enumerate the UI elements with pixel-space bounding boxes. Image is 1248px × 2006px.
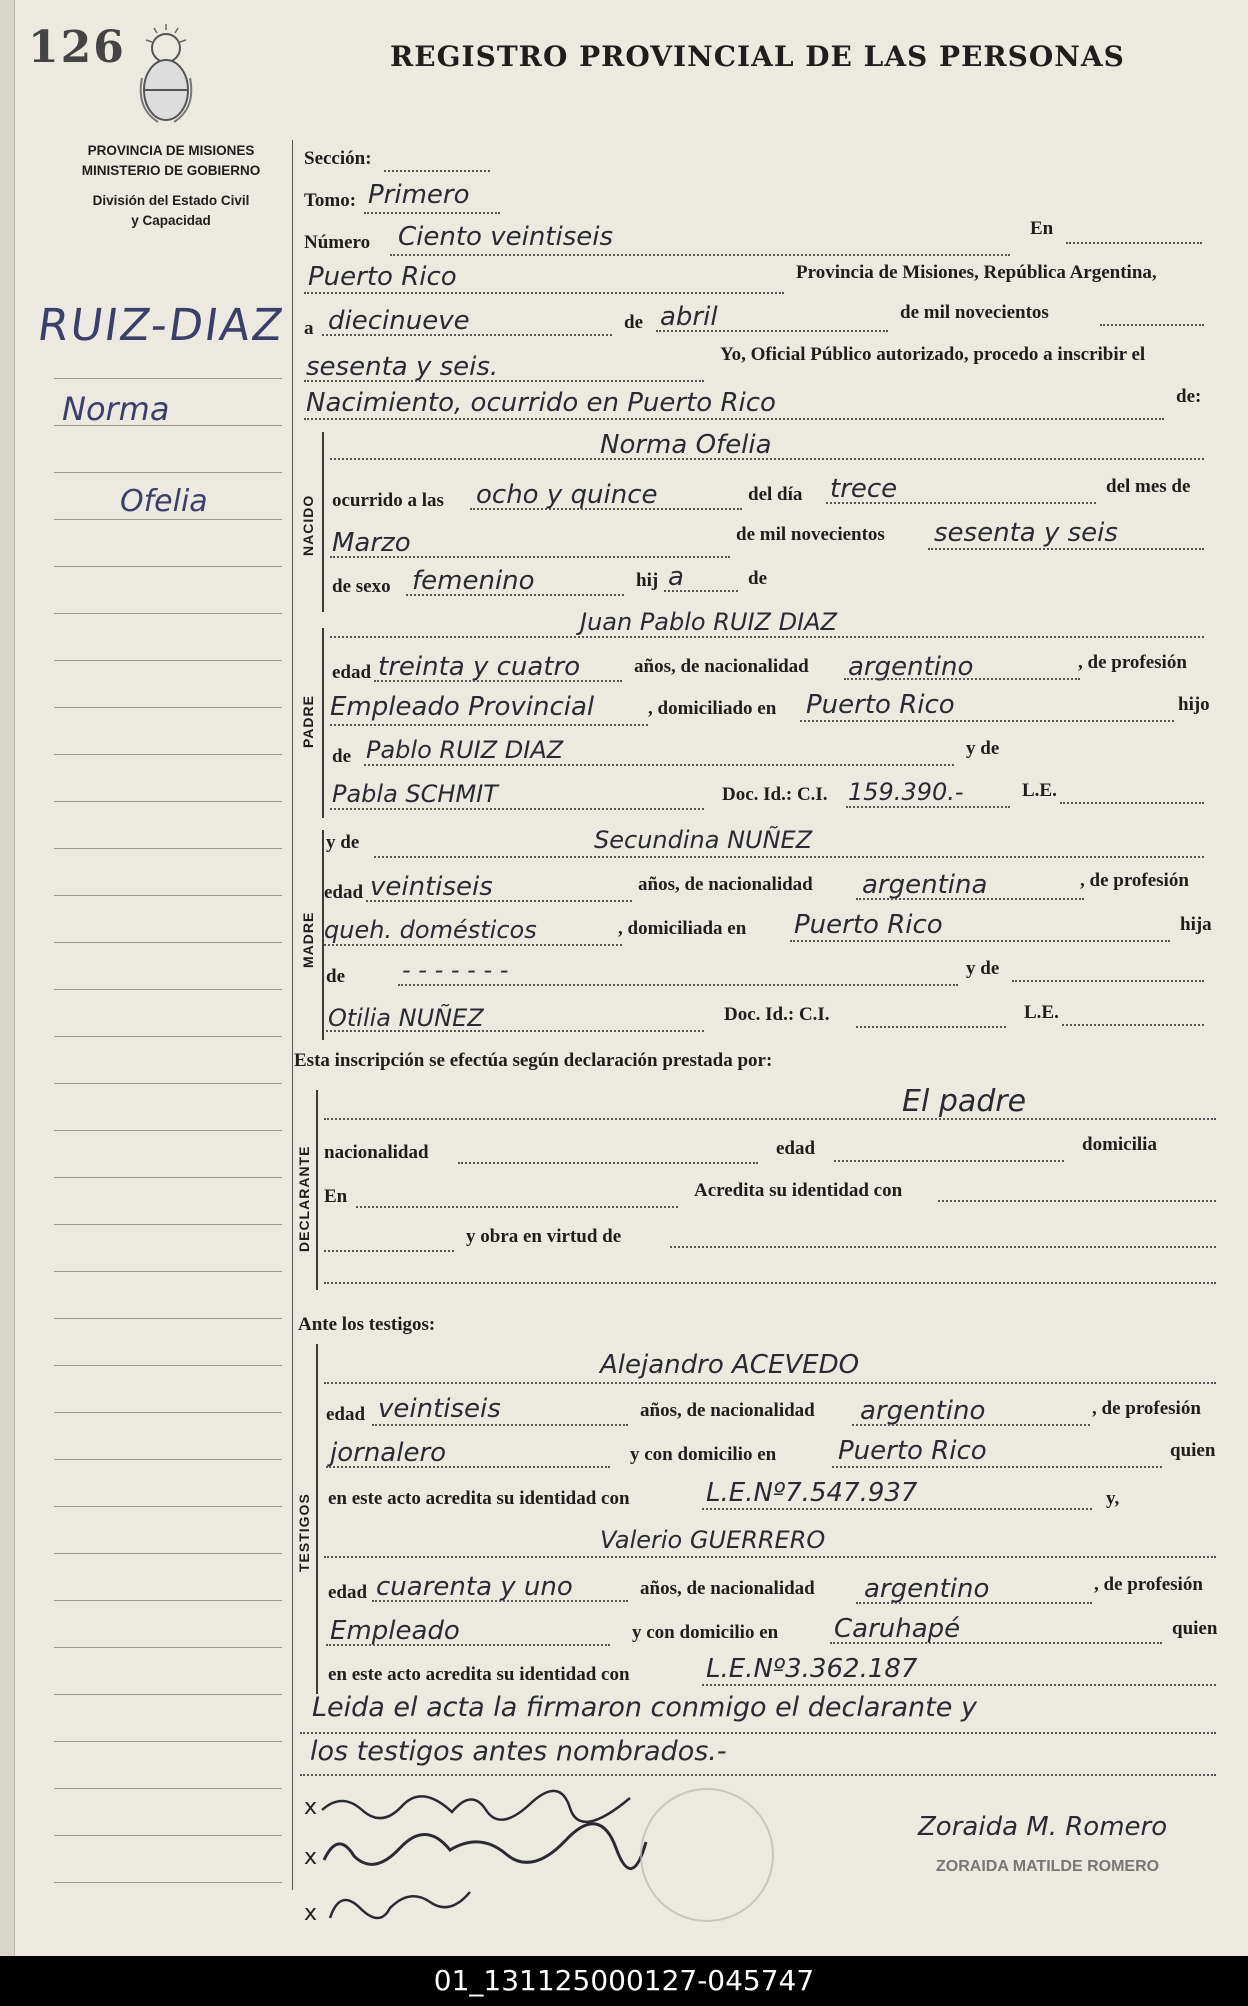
- value-testigo1-prof: jornalero: [330, 1438, 447, 1468]
- value-hij-suffix: a: [668, 562, 684, 592]
- institution-line: y Capacidad: [131, 213, 211, 228]
- value-testigo2-edad: cuarenta y uno: [376, 1572, 573, 1602]
- field-line: [366, 900, 632, 902]
- label-con-domicilio-t1: y con domicilio en: [630, 1444, 777, 1465]
- field-line: [1012, 980, 1204, 982]
- value-testigo2-dom: Caruhapé: [834, 1614, 961, 1644]
- label-y-de-madre: y de: [326, 832, 360, 853]
- value-anio: sesenta y seis: [934, 518, 1118, 548]
- field-line: [324, 944, 622, 946]
- label-y-de: y de: [966, 738, 1000, 759]
- label-del-mes: del mes de: [1106, 476, 1191, 497]
- value-testigo2-prof: Empleado: [330, 1616, 460, 1646]
- label-nacionalidad: nacionalidad: [324, 1142, 429, 1163]
- field-line: [1100, 324, 1204, 326]
- field-line: [374, 856, 1204, 858]
- value-nacido-nombre: Norma Ofelia: [600, 430, 772, 460]
- label-side-nacido: NACIDO: [300, 494, 316, 556]
- sidebar-first-name: Norma: [62, 390, 170, 428]
- label-doc-ci-madre: Doc. Id.: C.I.: [724, 1004, 830, 1025]
- field-line: [856, 1026, 1006, 1028]
- section-bar-testigos: [316, 1344, 318, 1694]
- svg-text:x: x: [304, 1845, 318, 1870]
- label-y-de-m: y de: [966, 958, 1000, 979]
- label-de-sexo: de sexo: [332, 576, 391, 597]
- document-title: REGISTRO PROVINCIAL DE LAS PERSONAS: [390, 40, 1125, 73]
- label-anos-nac-madre: años, de nacionalidad: [638, 874, 813, 895]
- sidebar-surname: RUIZ-DIAZ: [34, 300, 288, 351]
- official-stamp-name: ZORAIDA MATILDE ROMERO: [936, 1858, 1160, 1875]
- label-y-comma: y,: [1106, 1488, 1120, 1509]
- label-ante-testigos: Ante los testigos:: [298, 1314, 436, 1335]
- field-line: [300, 1774, 1216, 1776]
- label-declaracion: Esta inscripción se efectúa según declaración prestada por:: [294, 1050, 773, 1071]
- closing-line-2: los testigos antes nombrados.-: [310, 1736, 727, 1767]
- label-domicilia: domicilia: [1082, 1134, 1157, 1155]
- label-en: En: [1030, 218, 1054, 239]
- section-bar-nacido: [322, 432, 324, 612]
- field-line: [856, 1602, 1092, 1604]
- value-declarante: El padre: [902, 1084, 1027, 1119]
- field-line: [304, 418, 1164, 420]
- value-testigo2-doc: L.E.Nº3.362.187: [706, 1654, 918, 1684]
- field-line: [928, 548, 1204, 550]
- label-side-madre: MADRE: [300, 911, 316, 968]
- label-hija: hija: [1180, 914, 1212, 935]
- official-signature: Zoraida M. Romero: [918, 1812, 1168, 1842]
- label-doc-ci: Doc. Id.: C.I.: [722, 784, 828, 805]
- label-le: L.E.: [1022, 780, 1057, 801]
- field-line: [834, 1160, 1064, 1162]
- svg-text:x: x: [304, 1901, 318, 1926]
- label-de-m: de: [326, 966, 345, 987]
- value-tomo: Primero: [368, 180, 470, 210]
- value-madre-dom: Puerto Rico: [794, 910, 943, 940]
- field-line: [324, 1556, 1216, 1558]
- value-mes: Marzo: [332, 528, 411, 558]
- field-line: [304, 292, 784, 294]
- label-de-profesion-t1: , de profesión: [1092, 1398, 1201, 1419]
- field-line: [832, 1466, 1162, 1468]
- field-line: [364, 764, 954, 766]
- value-anio-inscripcion: sesenta y seis.: [306, 352, 499, 382]
- field-line: [1062, 1024, 1204, 1026]
- field-line: [852, 1424, 1090, 1426]
- field-line: [356, 1206, 678, 1208]
- field-line: [326, 1644, 610, 1646]
- label-domiciliado: , domiciliado en: [648, 698, 777, 719]
- field-line: [398, 984, 958, 986]
- label-de-mil-2: de mil novecientos: [736, 524, 885, 545]
- label-edad: edad: [332, 662, 372, 683]
- value-dia-inscripcion: diecinueve: [328, 306, 470, 336]
- value-testigo1-nac: argentino: [860, 1396, 986, 1426]
- field-line: [664, 590, 738, 592]
- field-line: [846, 806, 1010, 808]
- field-line: [372, 1600, 628, 1602]
- label-hijo: hijo: [1178, 694, 1210, 715]
- label-quien-t2: quien: [1172, 1618, 1218, 1639]
- value-sexo: femenino: [412, 566, 535, 596]
- field-line: [324, 1118, 1216, 1120]
- field-line: [322, 334, 612, 336]
- label-de-profesion: , de profesión: [1078, 652, 1187, 673]
- official-stamp-icon: [640, 1788, 774, 1922]
- field-line: [374, 680, 622, 682]
- field-line: [324, 1250, 454, 1252]
- field-line: [330, 458, 1204, 460]
- value-padre-dom: Puerto Rico: [806, 690, 955, 720]
- label-de-profesion-t2: , de profesión: [1094, 1574, 1203, 1595]
- page-number: 126: [28, 22, 126, 73]
- field-line: [656, 330, 888, 332]
- value-madre-nac: argentina: [862, 870, 988, 900]
- section-bar-padre: [322, 628, 324, 818]
- sidebar-middle-name: Ofelia: [120, 484, 208, 519]
- field-line: [326, 1030, 704, 1032]
- value-padre-ci: 159.390.-: [848, 778, 964, 806]
- label-con-domicilio-t2: y con domicilio en: [632, 1622, 779, 1643]
- label-side-testigos: TESTIGOS: [296, 1493, 312, 1572]
- closing-line-1: Leida el acta la firmaron conmigo el declarante y: [312, 1692, 977, 1723]
- institution-line: PROVINCIA DE MISIONES: [87, 143, 255, 158]
- label-edad-madre: edad: [324, 882, 364, 903]
- value-testigo1-nombre: Alejandro ACEVEDO: [600, 1350, 860, 1380]
- value-hora: ocho y quince: [476, 480, 658, 510]
- label-provincia: Provincia de Misiones, República Argentina,: [796, 262, 1157, 283]
- field-line: [458, 1162, 758, 1164]
- label-tomo: Tomo:: [304, 190, 357, 211]
- label-de-padres: de: [748, 568, 767, 589]
- value-madre-padre: - - - - - - -: [402, 956, 509, 984]
- field-seccion: [384, 170, 490, 172]
- value-testigo1-doc: L.E.Nº7.547.937: [706, 1478, 918, 1508]
- label-oficial: Yo, Oficial Público autorizado, procedo a inscribir el: [720, 344, 1146, 365]
- field-line: [406, 594, 624, 596]
- image-id-footer: 01_131125000127-045747: [0, 1956, 1248, 2006]
- label-a: a: [304, 318, 314, 339]
- value-padre-padre: Pablo RUIZ DIAZ: [366, 736, 564, 764]
- label-hij: hij: [636, 570, 659, 591]
- field-line: [1066, 242, 1202, 244]
- label-edad-t2: edad: [328, 1582, 368, 1603]
- institution-line: División del Estado Civil: [92, 193, 250, 208]
- label-de-mil: de mil novecientos: [900, 302, 1049, 323]
- value-lugar: Puerto Rico: [308, 262, 457, 292]
- value-testigo1-edad: veintiseis: [378, 1394, 501, 1424]
- field-line: [702, 1508, 1092, 1510]
- value-padre-prof: Empleado Provincial: [330, 692, 595, 722]
- value-madre-edad: veintiseis: [370, 872, 493, 902]
- value-testigo1-dom: Puerto Rico: [838, 1436, 987, 1466]
- label-numero: Número: [304, 232, 371, 253]
- value-padre-nac: argentino: [848, 652, 974, 682]
- label-del-dia: del día: [748, 484, 803, 505]
- field-line: [702, 1684, 1216, 1686]
- value-padre-nombre: Juan Pablo RUIZ DIAZ: [580, 608, 838, 636]
- value-testigo2-nombre: Valerio GUERRERO: [600, 1526, 826, 1554]
- field-line: [326, 1466, 610, 1468]
- field-line: [324, 1382, 1216, 1384]
- field-line: [330, 724, 648, 726]
- field-line: [364, 212, 500, 214]
- value-mes-inscripcion: abril: [660, 302, 718, 332]
- main-border: [292, 140, 293, 1890]
- field-line: [324, 1282, 1216, 1284]
- field-line: [938, 1200, 1216, 1202]
- label-side-declarante: DECLARANTE: [296, 1145, 312, 1252]
- label-de-p: de: [332, 746, 351, 767]
- label-seccion: Sección:: [304, 148, 372, 169]
- value-testigo2-nac: argentino: [864, 1574, 990, 1604]
- label-obra: y obra en virtud de: [466, 1226, 622, 1247]
- coat-of-arms-icon: [134, 18, 198, 130]
- field-line: [1060, 802, 1204, 804]
- label-side-padre: PADRE: [300, 695, 316, 748]
- label-domiciliada: , domiciliada en: [618, 918, 747, 939]
- value-numero: Ciento veintiseis: [398, 222, 614, 252]
- field-line: [304, 380, 704, 382]
- label-anos-nac-t1: años, de nacionalidad: [640, 1400, 815, 1421]
- field-line: [800, 720, 1174, 722]
- label-acto-t2: en este acto acredita su identidad con: [328, 1664, 630, 1685]
- label-anos-nac: años, de nacionalidad: [634, 656, 809, 677]
- field-line: [670, 1246, 1216, 1248]
- label-anos-nac-t2: años, de nacionalidad: [640, 1578, 815, 1599]
- field-line: [372, 1424, 628, 1426]
- label-de: de: [624, 312, 643, 333]
- institution-line: MINISTERIO DE GOBIERNO: [81, 163, 261, 178]
- label-acto-t1: en este acto acredita su identidad con: [328, 1488, 630, 1509]
- section-bar-declarante: [316, 1090, 318, 1290]
- field-line: [826, 502, 1096, 504]
- label-de-profesion-madre: , de profesión: [1080, 870, 1189, 891]
- field-line: [330, 556, 730, 558]
- label-de-colon: de:: [1176, 386, 1202, 407]
- value-acto: Nacimiento, ocurrido en Puerto Rico: [306, 388, 776, 418]
- label-ocurrido: ocurrido a las: [332, 490, 444, 511]
- value-dia: trece: [830, 474, 898, 504]
- label-acredita: Acredita su identidad con: [694, 1180, 903, 1201]
- label-quien-t1: quien: [1170, 1440, 1216, 1461]
- value-padre-edad: treinta y cuatro: [378, 652, 581, 682]
- label-edad-declarante: edad: [776, 1138, 816, 1159]
- svg-text:x: x: [304, 1795, 318, 1820]
- label-le-madre: L.E.: [1024, 1002, 1059, 1023]
- field-line: [330, 808, 704, 810]
- page-edge: [0, 0, 15, 1956]
- value-madre-nombre: Secundina NUÑEZ: [594, 826, 813, 854]
- field-line: [300, 1732, 1216, 1734]
- field-line: [470, 508, 742, 510]
- value-padre-madre: Pabla SCHMIT: [332, 780, 498, 808]
- value-madre-prof: queh. domésticos: [324, 916, 537, 944]
- field-line: [790, 940, 1170, 942]
- field-line: [390, 254, 1010, 256]
- field-line: [856, 898, 1084, 900]
- field-line: [330, 636, 1204, 638]
- field-line: [844, 678, 1080, 680]
- field-line: [830, 1642, 1162, 1644]
- label-edad-t1: edad: [326, 1404, 366, 1425]
- label-en-declarante: En: [324, 1186, 348, 1207]
- value-madre-madre: Otilia NUÑEZ: [328, 1004, 484, 1032]
